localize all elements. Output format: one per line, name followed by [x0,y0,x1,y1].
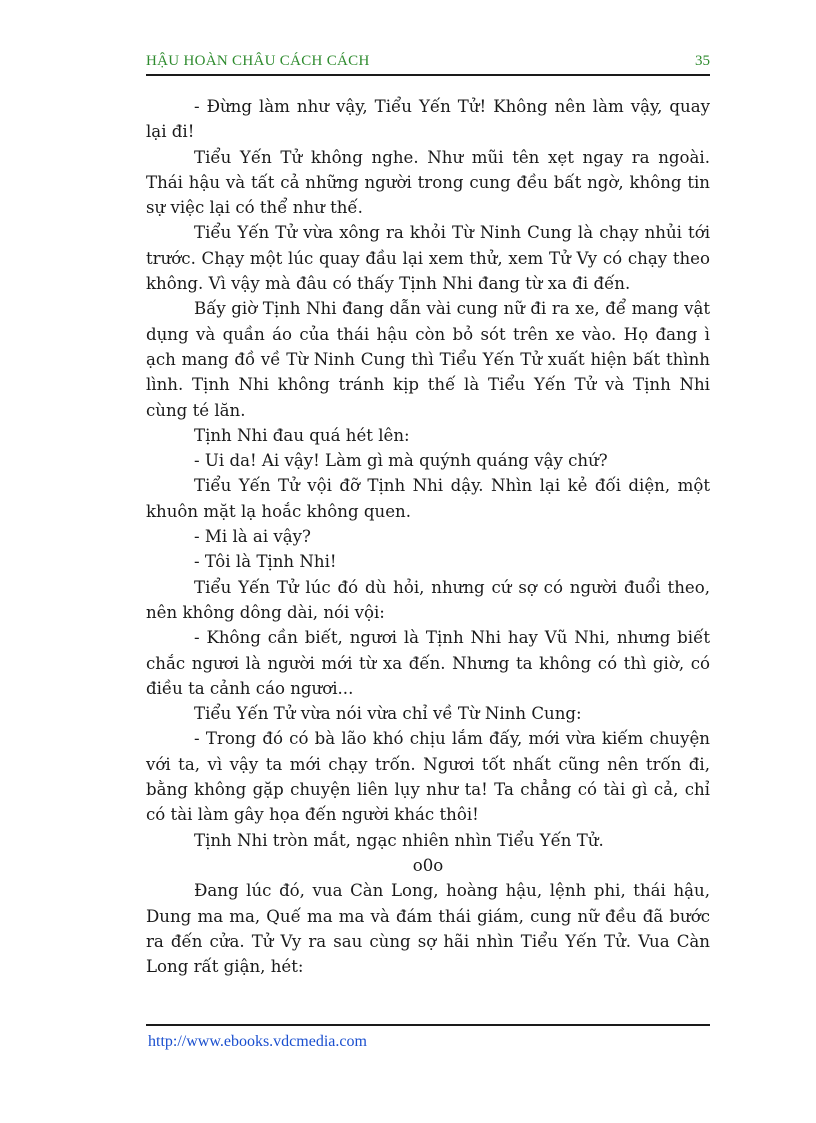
paragraph: - Mi là ai vậy? [194,527,311,547]
paragraph: Đang lúc đó, vua Càn Long, hoàng hậu, lệnh phi, thái hậu, Dung ma ma, Quế ma ma và đám thái giám, cung nữ đều đã bước ra đến cửa. Tử Vy ra sau cùng sợ hãi nhìn Tiểu Yến Tử. Vua Càn Long rất giận, hét: [146,881,710,977]
paragraph: - Đừng làm như vậy, Tiểu Yến Tử! Không nên làm vậy, quay lại đi! [146,97,710,142]
paragraph: Bấy giờ Tịnh Nhi đang dẫn vài cung nữ đi ra xe, để mang vật dụng và quần áo của thái hậu còn bỏ sót trên xe vào. Họ đang ì ạch mang đồ về Từ Ninh Cung thì Tiểu Yến Tử xuất hiện bất thình lình. Tịnh Nhi không tránh kịp thế là Tiểu Yến Tử và Tịnh Nhi cùng té lăn. [146,299,710,420]
book-title: HẬU HOÀN CHÂU CÁCH CÁCH [146,53,370,69]
section-divider: o0o [412,855,444,875]
paragraph: Tiểu Yến Tử vừa nói vừa chỉ về Từ Ninh Cung: [194,704,582,724]
paragraph: - Tôi là Tịnh Nhi! [194,552,337,572]
footer-url-link[interactable]: http://www.ebooks.vdcmedia.com [148,1033,367,1050]
paragraph: Tịnh Nhi tròn mắt, ngạc nhiên nhìn Tiểu Yến Tử. [194,830,604,850]
paragraph: - Ui da! Ai vậy! Làm gì mà quýnh quáng vậy chứ? [194,451,608,471]
paragraph: Tịnh Nhi đau quá hét lên: [194,425,410,445]
footer-rule [146,1024,710,1026]
page-header [146,50,710,76]
body-text [146,94,710,979]
paragraph: - Không cần biết, ngươi là Tịnh Nhi hay Vũ Nhi, nhưng biết chắc ngươi là người mới từ xa đến. Nhưng ta không có thì giờ, có điều ta cảnh cáo ngươi... [146,628,710,698]
paragraph: Tiểu Yến Tử vội đỡ Tịnh Nhi dậy. Nhìn lại kẻ đối diện, một khuôn mặt lạ hoắc không quen. [146,476,710,521]
paragraph: Tiểu Yến Tử vừa xông ra khỏi Từ Ninh Cung là chạy nhủi tới trước. Chạy một lúc quay đầu lại xem thử, xem Tử Vy có chạy theo không. Vì vậy mà đâu có thấy Tịnh Nhi đang từ xa đi đến. [146,223,710,294]
page-number: 35 [695,53,710,69]
paragraph: Tiểu Yến Tử không nghe. Như mũi tên xẹt ngay ra ngoài. Thái hậu và tất cả những người trong cung đều bất ngờ, không tin sự việc lại có thể như thế. [146,147,710,218]
paragraph: Tiểu Yến Tử lúc đó dù hỏi, nhưng cứ sợ có người đuổi theo, nên không dông dài, nói vội: [146,577,710,622]
paragraph: - Trong đó có bà lão khó chịu lắm đấy, mới vừa kiếm chuyện với ta, vì vậy ta mới chạy trốn. Ngươi tốt nhất cũng nên trốn đi, bằng không gặp chuyện liên lụy như ta! Ta chẳng có tài gì cả, chỉ có tài làm gây họa đến người khác thôi! [146,729,710,825]
